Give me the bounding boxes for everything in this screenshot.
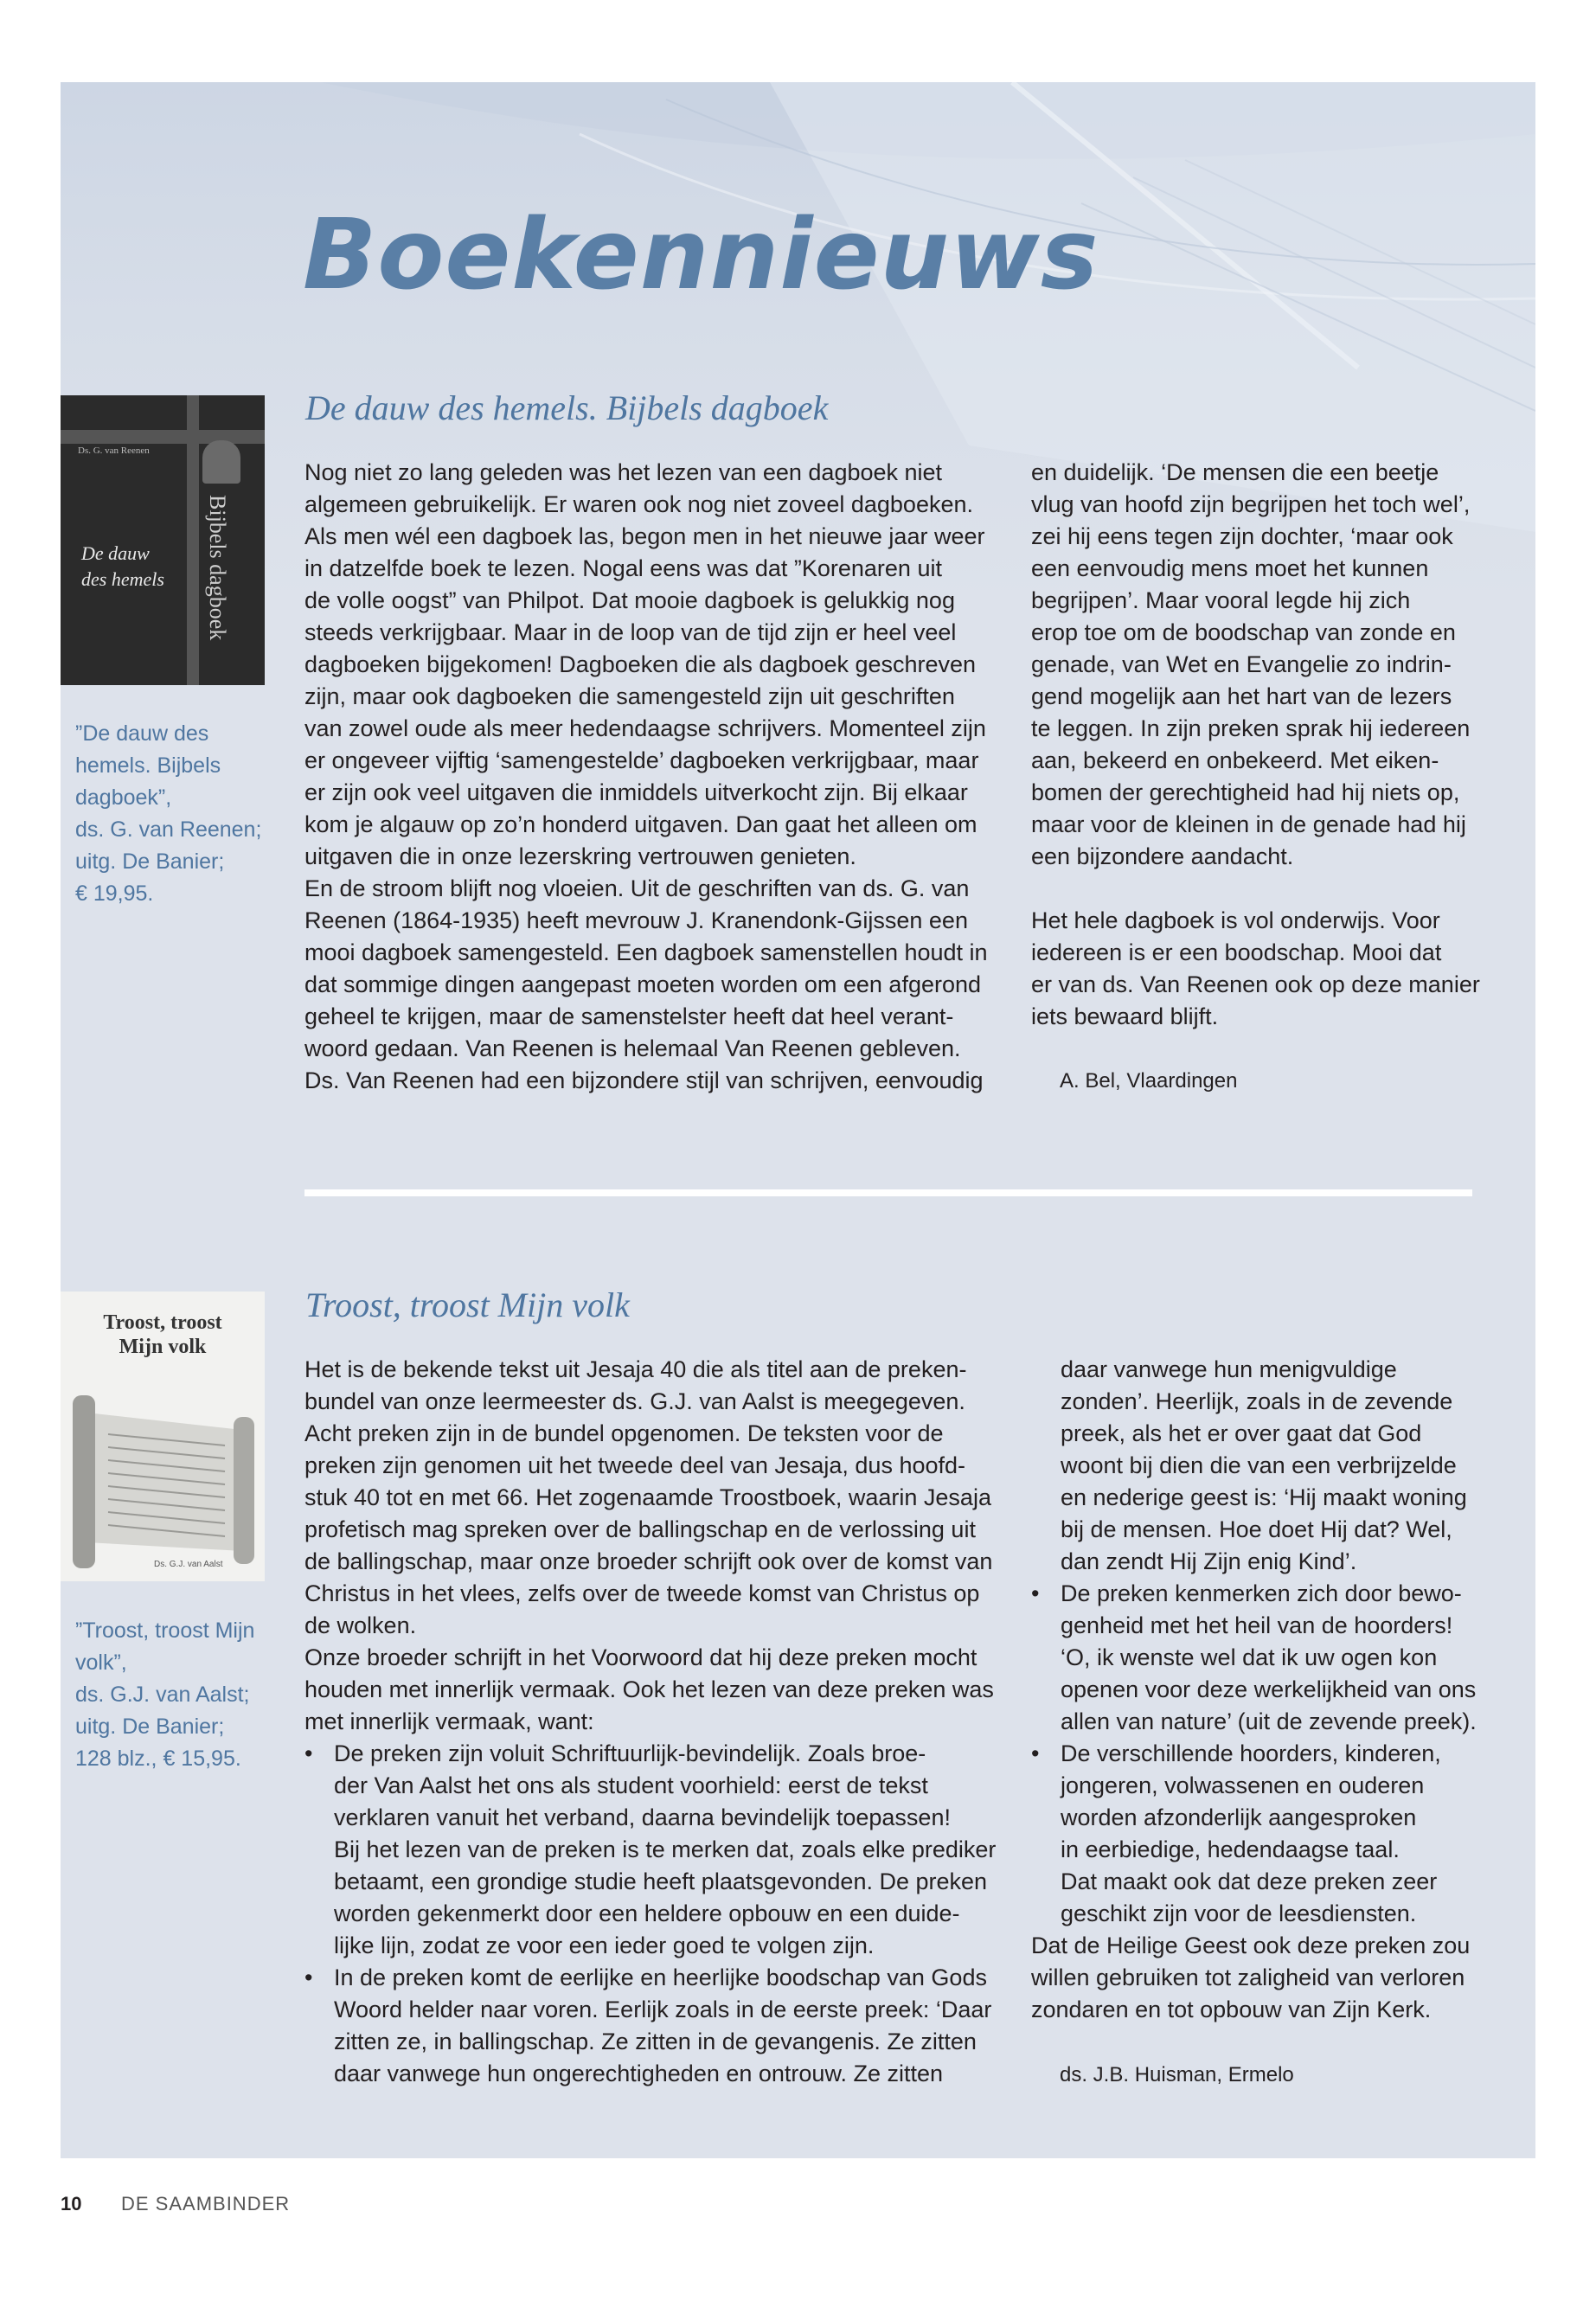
bullet-icon: •	[304, 1740, 313, 1766]
cover-title: Troost, troost Mijn volk	[103, 1311, 222, 1358]
magazine-name: DE SAAMBINDER	[121, 2193, 291, 2214]
book-cover-troost	[61, 1292, 265, 1581]
bullet-icon: •	[1031, 1580, 1040, 1606]
bullet-item: • De verschillende hoorders, kinderen, jongeren, volwassenen en ouderen worden afzonderlijk aangesproken in eerbiedige, hedendaagse taal. Dat maakt ook dat deze preken zeer geschikt zijn voor de leesdiensten.	[1031, 1738, 1477, 1930]
cover-spine-text: Bijbels dagboek	[205, 495, 230, 641]
bullet-icon: •	[1031, 1740, 1040, 1766]
article-2-column-2: daar vanwege hun menigvuldige zonden’. Heerlijk, zoals in de zevende preek, als het er over gaat dat God woont bij dien die van een verbrijzelde en nederige geest is: ‘Hij maakt woning bij de mensen. Hoe doet Hij dat? Wel, dan zendt Hij Zijn enig Kind’. • De preken kenmerken zich door bewo- genheid met het heil van de hoorders! ‘O, ik wenste wel dat ik uw ogen kon openen voor deze werkelijkheid van ons allen van nature’ (uit de zevende preek). • De verschillende hoorders, kinderen, jongeren, volwassenen en ouderen worden afzonderlijk aangesproken in eerbiedige, hedendaagse taal. Dat maakt ook dat deze preken zeer geschikt zijn voor de leesdiensten. Dat de Heilige Geest ook deze preken zou willen gebruiken tot zaligheid van verloren zondaren en tot opbouw van Zijn Kerk.	[1031, 1356, 1477, 2022]
scroll-illustration	[61, 1292, 265, 1581]
page-number: 10	[61, 2193, 82, 2214]
article-1-column-2: en duidelijk. ‘De mensen die een beetje vlug van hoofd zijn begrijpen het toch wel’, zei hij eens tegen zijn dochter, ‘maar ook een eenvoudig mens moet het kunnen begrijpen’. Maar vooral legde hij zich erop toe om de boodschap van zonde en genade, van Wet en Evangelie zo indrin- gend mogelijk aan het hart van de lezers te leggen. In zijn preken sprak hij iedereen aan, bekeerd en onbekeerd. Met eiken- bomen der gerechtigheid had hij niets op, maar voor de kleinen in de genade had hij een bijzondere aandacht. Het hele dagboek is vol onderwijs. Voor iedereen is er een boodschap. Mooi dat er van ds. Van Reenen ook op deze manier iets bewaard blijft.	[1031, 459, 1480, 1029]
page-title: Boekennieuws	[303, 199, 1099, 311]
cover-author: Ds. G. van Reenen	[78, 445, 150, 456]
article-2-caption: ”Troost, troost Mijn volk”, ds. G.J. van Aalst; uitg. De Banier; 128 blz., € 15,95.	[75, 1618, 255, 1771]
article-1-column-1: Nog niet zo lang geleden was het lezen van een dagboek niet algemeen gebruikelijk. Er waren ook nog niet zoveel dagboeken. Als men wél een dagboek las, begon men in het nieuwe jaar weer in datzelfde boek te lezen. Nogal eens was dat ”Korenaren uit de volle oogst” van Philpot. Dat mooie dagboek is gelukkig nog steeds verkrijgbaar. Maar in de loop van de tijd zijn er heel veel dagboeken bijgekomen! Dagboeken die als dagboek geschreven zijn, maar ook dagboeken die samengesteld zijn uit geschriften van zowel oude als meer hedendaagse schrijvers. Momenteel zijn er ongeveer vijftig ‘samengestelde’ dagboeken verkrijgbaar, maar er zijn ook veel uitgaven die inmiddels uitverkocht zijn. Bij elkaar kom je algauw op zo’n honderd uitgaven. Dan gaat het alleen om uitgaven die in onze lezerskring vertrouwen genieten. En de stroom blijft nog vloeien. Uit de geschriften van ds. G. van Reenen (1864-1935) heeft mevrouw J. Kranendonk-Gijssen een mooi dagboek samengesteld. Een dagboek samenstellen houdt in dat sommige dingen aangepast moeten worden om een afgerond geheel te krijgen, maar de samenstelster heeft dat heel verant- woord gedaan. Van Reenen is helemaal Van Reenen gebleven. Ds. Van Reenen had een bijzondere stijl van schrijven, eenvoudig	[304, 459, 988, 1093]
article-1-title: De dauw des hemels. Bijbels dagboek	[305, 388, 829, 427]
article-2-column-1: Het is de bekende tekst uit Jesaja 40 die als titel aan de preken- bundel van onze leermeester ds. G.J. van Aalst is meegegeven. Acht preken zijn in de bundel opgenomen. De teksten voor de preken zijn genomen uit het tweede deel van Jesaja, dus hoofd- stuk 40 tot en met 66. Het zogenaamde Troostboek, waarin Jesaja profetisch mag spreken over de ballingschap en de verlossing uit de ballingschap, maar onze broeder schrijft ook over de komst van Christus in het vlees, zelfs over de tweede komst van Christus op de wolken. Onze broeder schrijft in het Voorwoord dat hij deze preken mocht houden met innerlijk vermaak. Ook het lezen van deze preken was met innerlijk vermaak, want: • De preken zijn voluit Schriftuurlijk-bevindelijk. Zoals broe- der Van Aalst het ons als student voorhield: eerst de tekst verklaren vanuit het verband, daarna bevindelijk toepassen! Bij het lezen van de preken is te merken dat, zoals elke prediker betaamt, een grondige studie heeft plaatsgevonden. De preken worden gekenmerkt door een heldere opbouw en een duide- lijke lijn, zodat ze voor een ieder goed te volgen zijn. • In de preken komt de eerlijke en heerlijke boodschap van Gods Woord helder naar voren. Eerlijk zoals in de eerste preek: ‘Daar zitten ze, in ballingschap. Ze zitten in de gevangenis. Ze zitten daar vanwege hun ongerechtigheden en ontrouw. Ze zitten	[304, 1354, 996, 2090]
author-portrait	[202, 440, 240, 484]
bullet-item: • De preken kenmerken zich door bewo- genheid met het heil van de hoorders! ‘O, ik wenste wel dat ik uw ogen kon openen voor deze werkelijkheid van ons allen van nature’ (uit de zevende preek).	[1031, 1578, 1477, 1738]
article-2-title: Troost, troost Mijn volk	[305, 1285, 630, 1324]
article-1-signature: A. Bel, Vlaardingen	[1060, 1069, 1238, 1093]
book-cover-de-dauw	[61, 395, 265, 685]
article-divider	[304, 1189, 1472, 1196]
article-1-caption: ”De dauw des hemels. Bijbels dagboek”, ds. G. van Reenen; uitg. De Banier; € 19,95.	[75, 721, 262, 906]
article-2-signature: ds. J.B. Huisman, Ermelo	[1060, 2063, 1294, 2086]
content-panel	[61, 82, 1535, 2158]
bullet-icon: •	[304, 1965, 313, 1990]
cover-title: De dauw des hemels	[81, 542, 164, 590]
bullet-item: • De preken zijn voluit Schriftuurlijk-bevindelijk. Zoals broe- der Van Aalst het ons als student voorhield: eerst de tekst verklaren vanuit het verband, daarna bevindelijk toepassen! Bij het lezen van de preken is te merken dat, zoals elke prediker betaamt, een grondige studie heeft plaatsgevonden. De preken worden gekenmerkt door een heldere opbouw en een duide- lijke lijn, zodat ze voor een ieder goed te volgen zijn.	[304, 1738, 996, 1962]
bullet-item: • In de preken komt de eerlijke en heerlijke boodschap van Gods Woord helder naar voren. Eerlijk zoals in de eerste preek: ‘Daar zitten ze, in ballingschap. Ze zitten in de gevangenis. Ze zitten daar vanwege hun ongerechtigheden en ontrouw. Ze zitten	[304, 1962, 996, 2090]
cover-author: Ds. G.J. van Aalst	[154, 1560, 223, 1569]
